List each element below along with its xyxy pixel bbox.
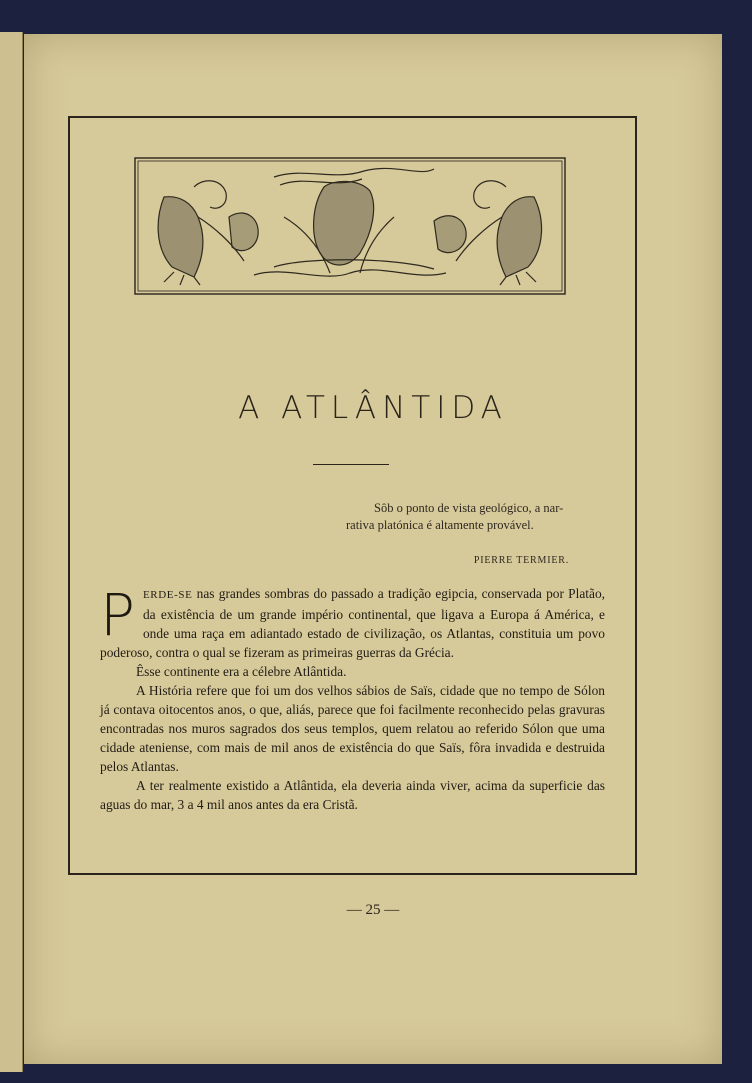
epigraph-author: PIERRE TERMIER. bbox=[473, 555, 569, 566]
paragraph-1 bbox=[100, 581, 605, 662]
paragraph-3: A História refere que foi um dos velhos sábios de Saïs, cidade que no tempo de Sólon já contava oitocentos anos, o que, aliás, parece que foi facilmente reconhecido pelas gravuras encontradas nos muros sagrados dos seus templos, quem relatou ao referido Sólon que uma cidade ateniense, com mais de mil anos de existência do que Saïs, fôra invadida e destruida pelos Atlantas. bbox=[100, 683, 605, 774]
adjacent-page-edge bbox=[0, 32, 23, 1072]
epigraph-line-2: rativa platónica é altamente provável. bbox=[346, 518, 534, 532]
drop-cap: P bbox=[100, 581, 135, 649]
epigraph-line-1: Sôb o ponto de vista geológico, a nar- bbox=[374, 501, 564, 515]
page-number: — 25 — bbox=[346, 902, 400, 918]
title-divider bbox=[313, 464, 389, 465]
decorative-headpiece-ornament bbox=[134, 157, 566, 295]
paragraph-1-text: nas grandes sombras do passado a tradição egipcia, conservada por Platão, da existência de um grande império continental, que ligava a Europa á América, e onde uma raça em adiantado estado de civilização, os Atlantas, constituia um povo poderoso, contra o qual se fizeram as primeiras guerras da Grécia. bbox=[100, 586, 605, 660]
book-page bbox=[24, 34, 722, 1064]
epigraph bbox=[346, 500, 606, 534]
paragraph-4: A ter realmente existido a Atlântida, ela deveria ainda viver, acima da superficie das aguas do mar, 3 a 4 mil anos antes da era Cristã. bbox=[100, 778, 605, 812]
body-text bbox=[100, 581, 605, 814]
chapter-title: A ATLÂNTIDA bbox=[238, 390, 508, 426]
first-word: ERDE-SE bbox=[142, 589, 193, 601]
paragraph-2: Êsse continente era a célebre Atlântida. bbox=[136, 664, 347, 679]
